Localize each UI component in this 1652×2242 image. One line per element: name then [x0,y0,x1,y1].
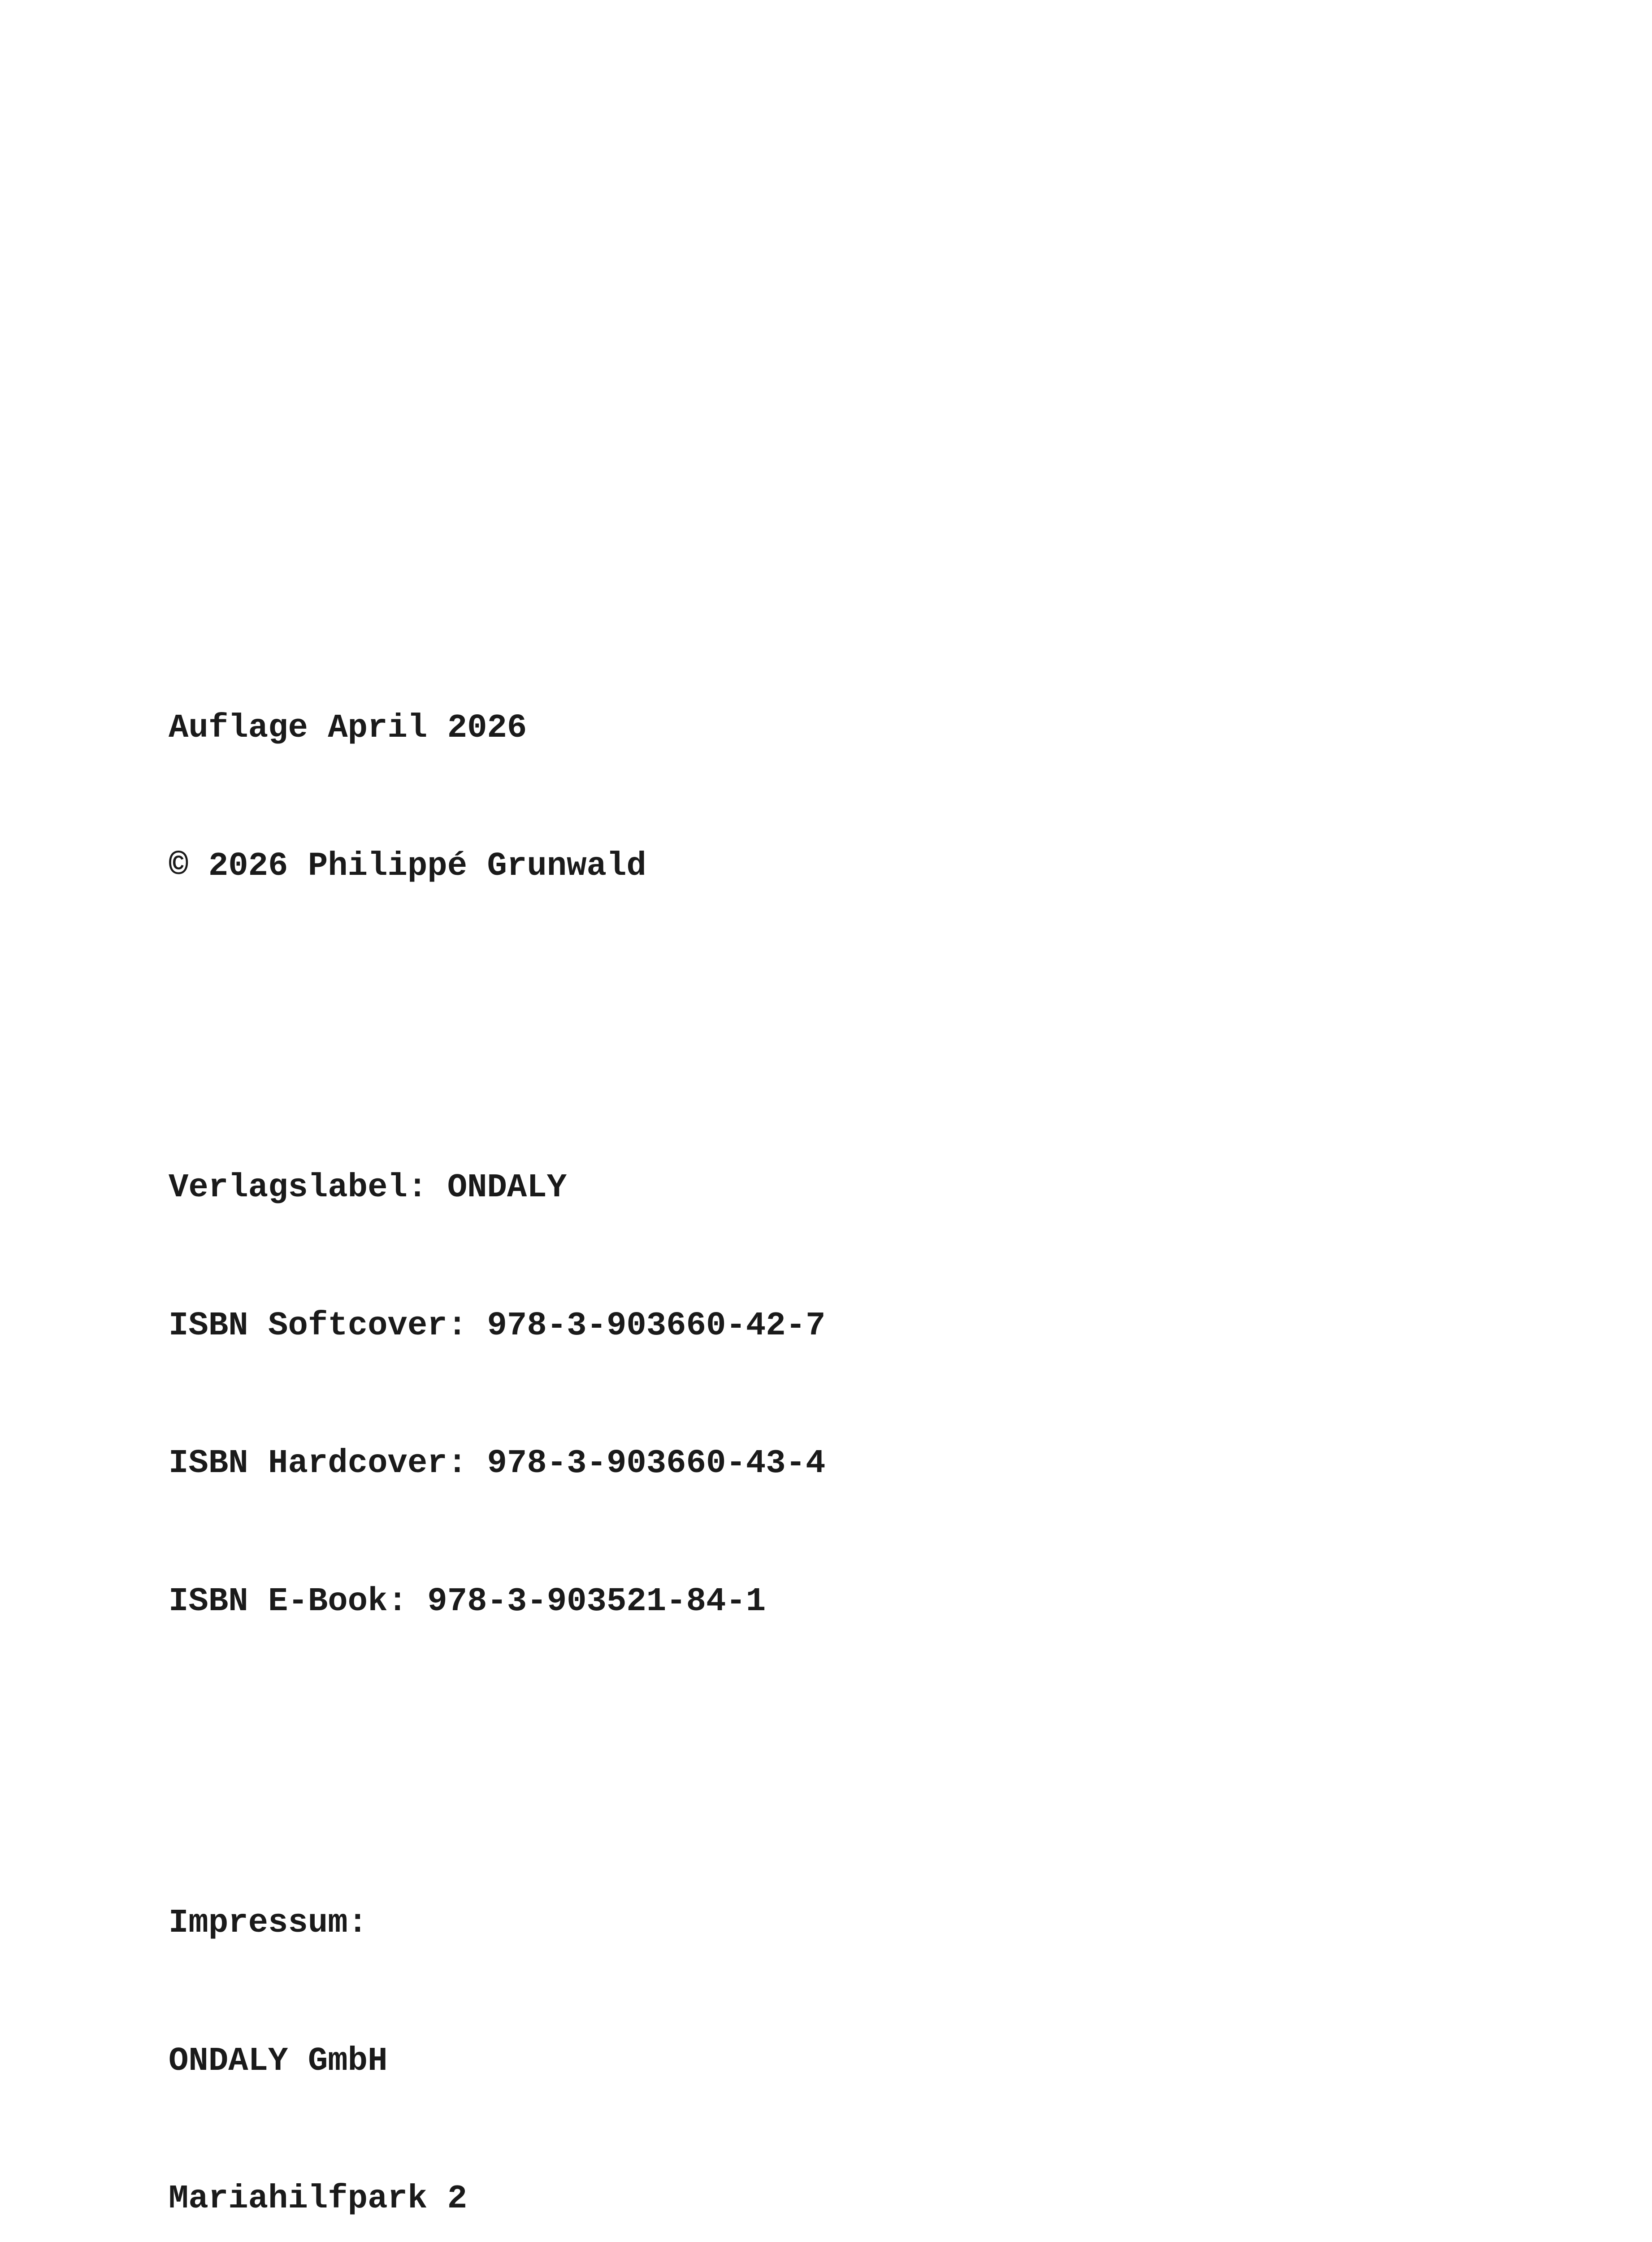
isbn-softcover: ISBN Softcover: 978-3-903660-42-7 [169,1307,826,1345]
isbn-ebook: ISBN E-Book: 978-3-903521-84-1 [169,1582,766,1621]
imprint-text-block [169,613,1469,2242]
publisher-label: Verlagslabel: ONDALY [169,1169,567,1207]
edition-line: Auflage April 2026 [169,709,527,747]
impressum-heading: Impressum: [169,1904,368,1942]
isbn-hardcover: ISBN Hardcover: 978-3-903660-43-4 [169,1445,826,1482]
impressum-street: Mariahilfpark 2 [169,2180,468,2218]
copyright-line: © 2026 Philippé Grunwald [169,847,646,885]
spacer [169,1716,1469,1763]
impressum-company: ONDALY GmbH [169,2042,388,2080]
spacer [169,981,1469,1027]
